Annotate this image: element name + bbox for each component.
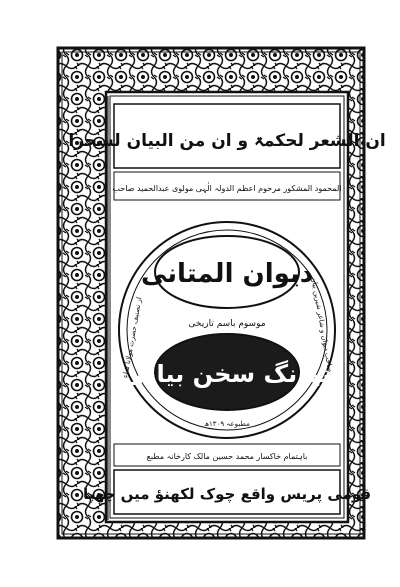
publisher-line: باہتمام خاکسار محمد حسین مالک کارخانہ مطبع — [146, 452, 308, 461]
book-name-label: موسوم باسم تاریخی — [188, 319, 266, 329]
book-subtitle: نیرنگ سخن بیانی — [123, 360, 331, 388]
ring-text-bottom: مطبوعہ ۱۳۰۹ھ — [204, 420, 250, 428]
title-line: ان الشعر لحکمۃ و ان من البیان لسحرا — [68, 131, 386, 151]
central-medallion — [119, 222, 335, 438]
subtitle-line: المحمود المشکور مرحوم اعظم الدولہ الٰہی مولوی عبدالحمید صاحب — [112, 184, 342, 193]
ring-text-right: صاحب دیوان و شاعر شیرین بیان — [309, 276, 335, 373]
book-title: دیوان المتانی — [140, 259, 314, 289]
ring-text-left: از تصنیف حضرت مولانا شاعر — [120, 296, 144, 383]
press-line: قومی پریس واقع چوک لکھنؤ میں چھپا — [82, 485, 372, 503]
